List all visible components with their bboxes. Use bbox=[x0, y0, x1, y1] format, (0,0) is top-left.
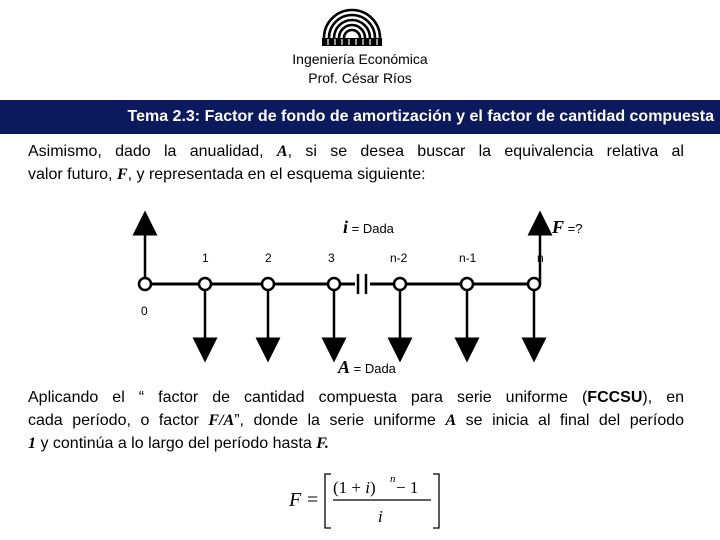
intro-line-1 bbox=[28, 140, 684, 163]
explanation-text: Aplicando el “ factor de cantidad compuesta para serie uniforme ( bbox=[28, 389, 588, 406]
explanation-text: ), en bbox=[642, 389, 685, 406]
explanation-line-2 bbox=[28, 409, 684, 432]
future-label: F =? bbox=[552, 217, 583, 237]
period-label-3: 3 bbox=[328, 251, 335, 265]
period-label-1: 1 bbox=[202, 251, 209, 265]
explanation-line-1 bbox=[28, 386, 684, 409]
intro-line-2 bbox=[28, 163, 684, 186]
right-bracket bbox=[433, 474, 439, 528]
formula-numerator: (1 + i) bbox=[333, 478, 376, 497]
cash-flow-diagram bbox=[0, 205, 720, 385]
professor-name: Prof. César Ríos bbox=[308, 70, 412, 86]
period-label-2: 2 bbox=[265, 251, 272, 265]
topic-title: Tema 2.3: Factor de fondo de amortización y el factor de cantidad compuesta bbox=[127, 108, 714, 125]
annuity-variable: A bbox=[276, 143, 288, 160]
period-label-0: 0 bbox=[141, 304, 148, 318]
period-node bbox=[328, 278, 340, 290]
period-node bbox=[394, 278, 406, 290]
period-label-n-2: n-2 bbox=[390, 251, 408, 265]
period-node-0 bbox=[139, 278, 151, 290]
formula-equals: = bbox=[307, 489, 319, 511]
intro-text: , si se desea buscar la equivalencia relativa al bbox=[287, 143, 684, 160]
fccsu-formula bbox=[285, 468, 445, 532]
period-node bbox=[461, 278, 473, 290]
explanation-text: cada período, o factor bbox=[28, 412, 199, 429]
left-bracket bbox=[325, 474, 331, 528]
future-variable: F bbox=[116, 166, 128, 183]
explanation-text: y continúa a lo largo del período hasta bbox=[40, 435, 312, 452]
interest-label: i = Dada bbox=[343, 217, 394, 237]
intro-text: valor futuro, bbox=[28, 166, 113, 183]
factor-variable: F/A bbox=[208, 412, 235, 429]
explanation-paragraph bbox=[28, 386, 684, 455]
fccsu-acronym: FCCSU bbox=[587, 389, 643, 406]
explanation-line-3 bbox=[28, 432, 684, 455]
topic-title-bar bbox=[0, 98, 720, 134]
intro-text: , y representada en el esquema siguiente: bbox=[127, 166, 426, 183]
formula-exponent: n bbox=[390, 473, 396, 485]
annuity-variable: A bbox=[445, 412, 457, 429]
period-node bbox=[528, 278, 540, 290]
annuity-label: A = Dada bbox=[338, 357, 396, 377]
intro-paragraph bbox=[28, 140, 684, 186]
period-label-n: n bbox=[537, 251, 544, 265]
intro-text: Asimismo, dado la anualidad, bbox=[28, 143, 264, 160]
university-logo bbox=[318, 2, 386, 48]
formula-minus-one: − 1 bbox=[396, 478, 419, 497]
explanation-text: se inicia al final del período bbox=[465, 412, 685, 429]
period-one: 1 bbox=[28, 435, 36, 452]
period-node bbox=[262, 278, 274, 290]
future-variable: F. bbox=[316, 435, 329, 452]
period-node bbox=[199, 278, 211, 290]
formula-denominator: i bbox=[378, 507, 383, 526]
formula-lhs: F bbox=[289, 489, 302, 511]
period-label-n-1: n-1 bbox=[459, 251, 477, 265]
explanation-text: ”, donde la serie uniforme bbox=[234, 412, 436, 429]
course-name: Ingeniería Económica bbox=[292, 51, 428, 67]
